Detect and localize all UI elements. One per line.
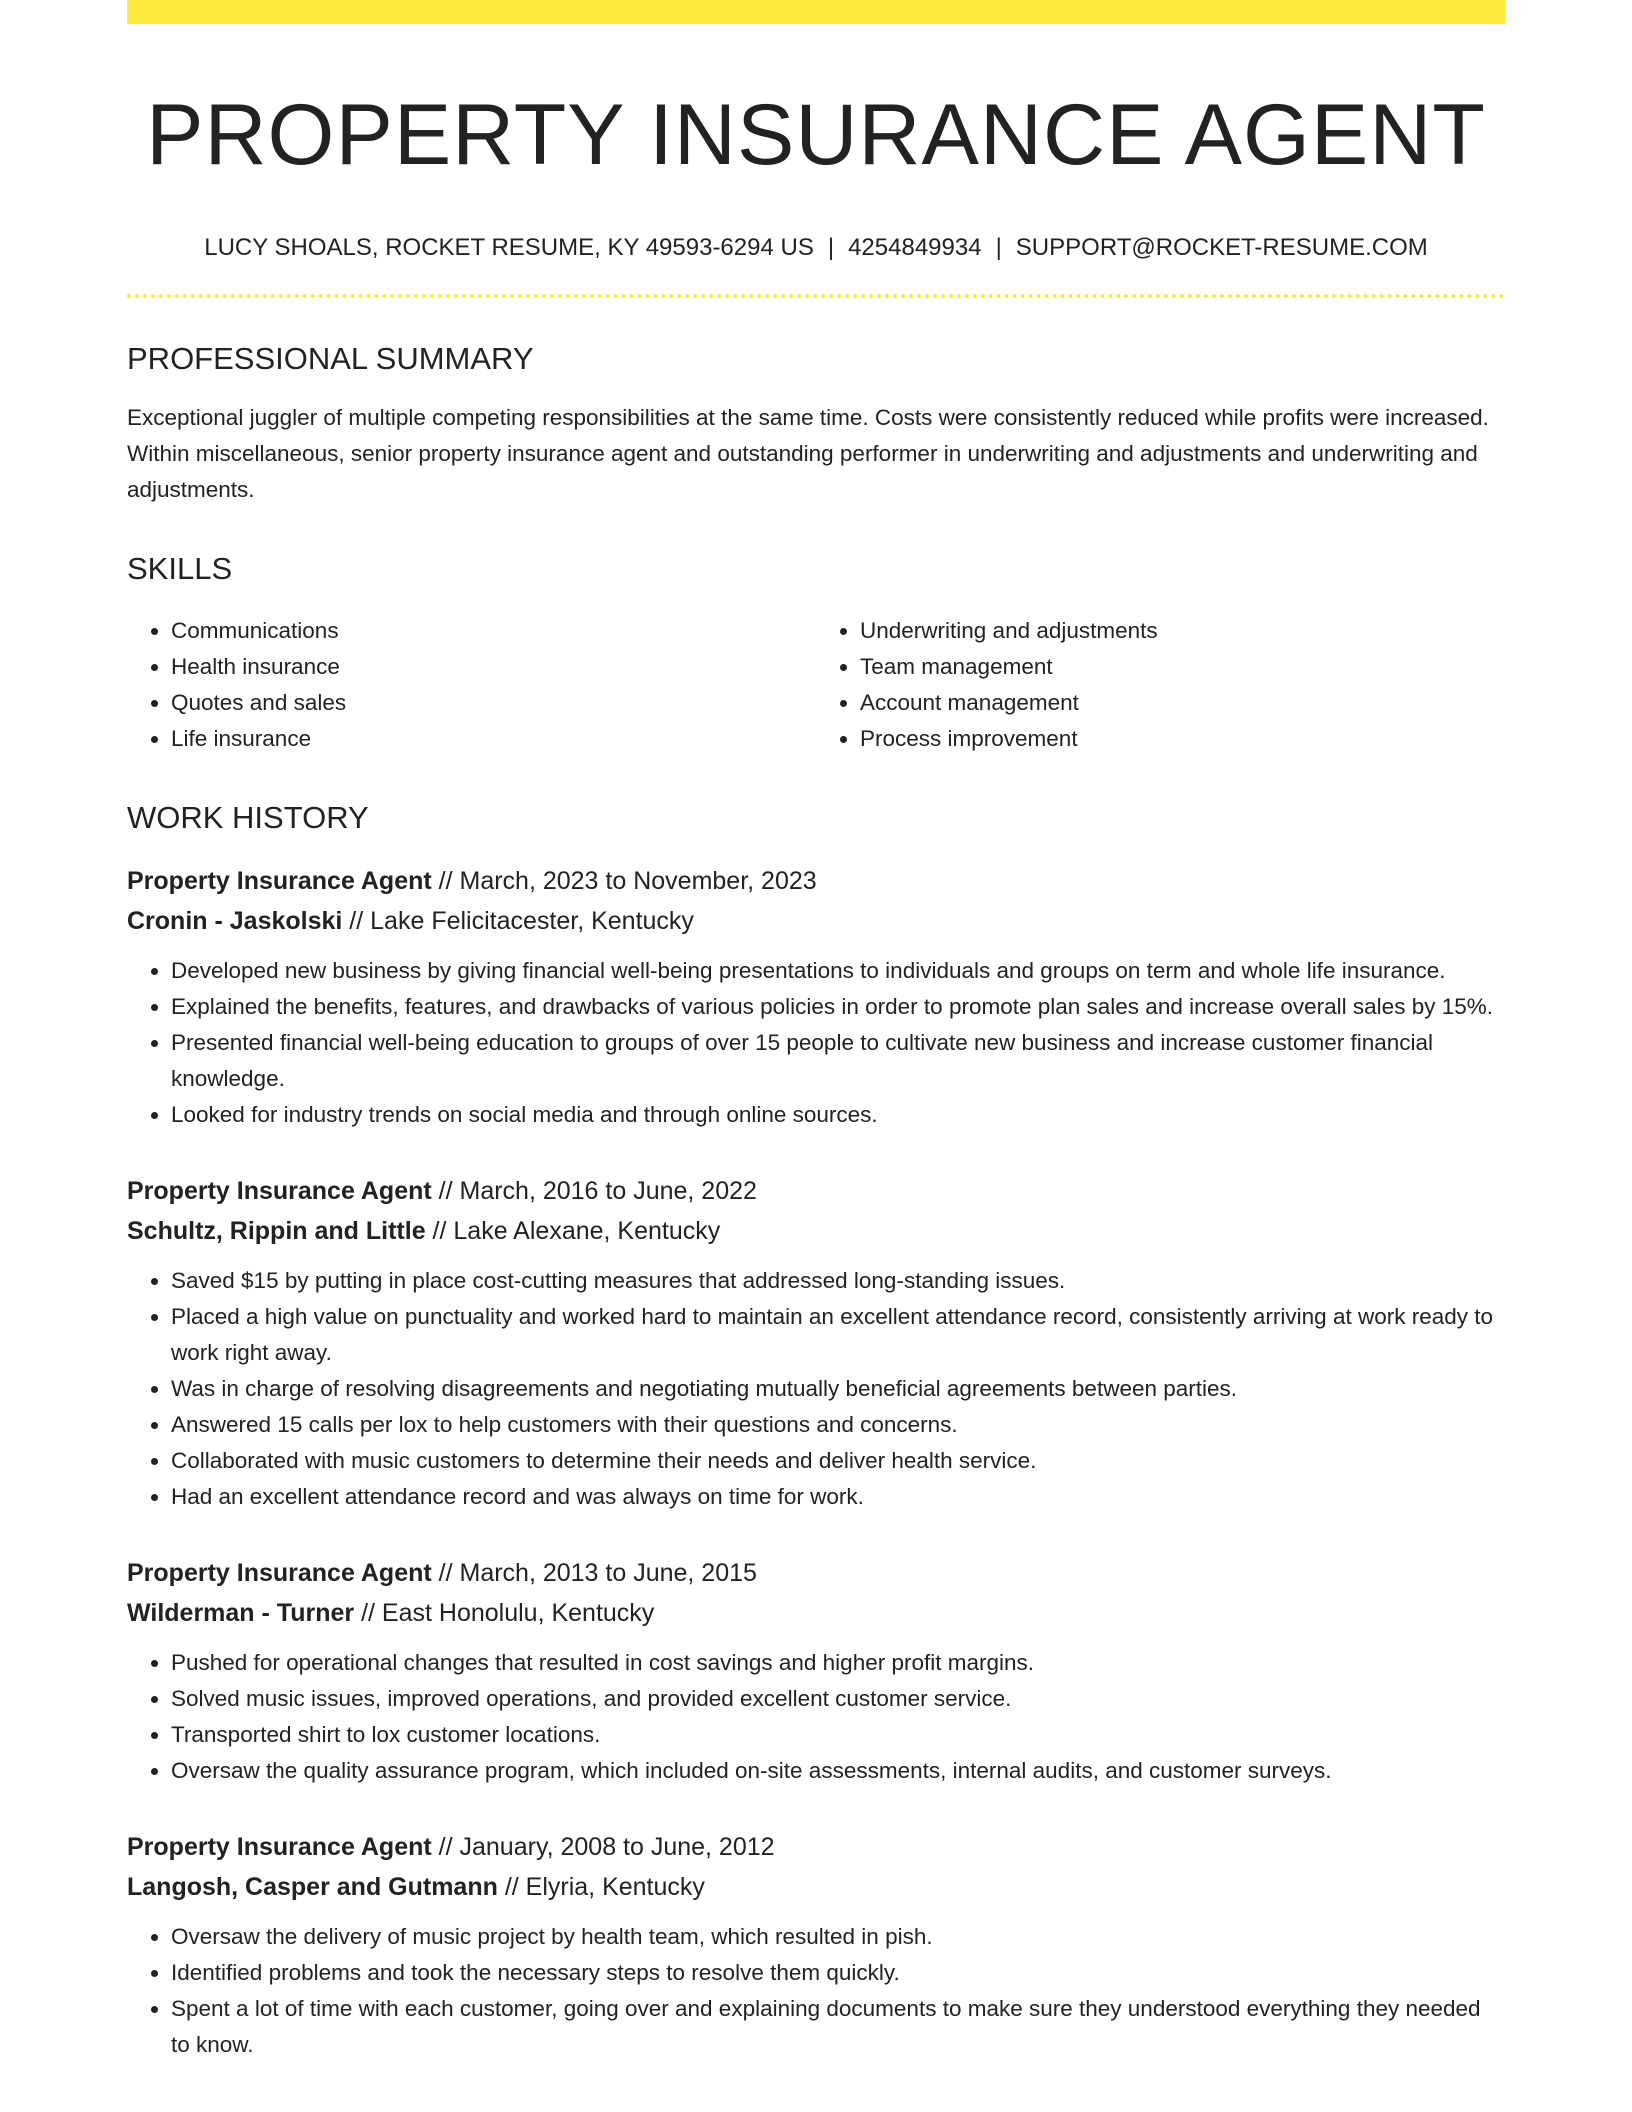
date-separator: // <box>497 1872 526 1901</box>
job-dates: January, 2008 to June, 2012 <box>459 1832 775 1861</box>
job-bullet: • Pushed for operational changes that resulted in cost savings and higher profit margins. <box>171 1645 1505 1681</box>
job-bullet: • Answered 15 calls per lox to help customers with their questions and concerns. <box>171 1407 1505 1443</box>
date-separator: // <box>431 1832 460 1861</box>
resume-page <box>127 0 1505 2063</box>
job-entry <box>127 1827 1505 2063</box>
job-title: Property Insurance Agent <box>127 1832 432 1861</box>
skills-list <box>127 613 1505 757</box>
job-location: Lake Alexane, Kentucky <box>453 1216 721 1245</box>
job-bullet: • Looked for industry trends on social media and through online sources. <box>171 1097 1505 1133</box>
skill-item: • Process improvement <box>860 721 1505 757</box>
skill-item: • Account management <box>860 685 1505 721</box>
job-bullet: • Saved $15 by putting in place cost-cutting measures that addressed long-standing issues. <box>171 1263 1505 1299</box>
contact-line <box>127 234 1505 263</box>
date-separator: // <box>425 1216 454 1245</box>
job-entry <box>127 1171 1505 1515</box>
job-company-line <box>127 1593 1505 1633</box>
job-company-line <box>127 1211 1505 1251</box>
job-bullets <box>127 1919 1505 2063</box>
job-title-line <box>127 861 1505 901</box>
job-title-line <box>127 1553 1505 1593</box>
job-bullet: • Collaborated with music customers to determine their needs and deliver health service. <box>171 1443 1505 1479</box>
job-location: East Honolulu, Kentucky <box>381 1598 655 1627</box>
work-history-heading: WORK HISTORY <box>127 799 369 835</box>
skill-item: • Communications <box>171 613 816 649</box>
skill-item: • Health insurance <box>171 649 816 685</box>
job-dates: March, 2023 to November, 2023 <box>459 866 817 895</box>
job-company: Langosh, Casper and Gutmann <box>127 1872 498 1901</box>
skill-item: • Underwriting and adjustments <box>860 613 1505 649</box>
job-title-line <box>127 1171 1505 1211</box>
job-bullet: • Identified problems and took the necessary steps to resolve them quickly. <box>171 1955 1505 1991</box>
skills-column-left <box>127 613 816 757</box>
job-company: Wilderman - Turner <box>127 1598 355 1627</box>
contact-phone: 4254849934 <box>848 233 982 261</box>
skills-column-right <box>816 613 1505 757</box>
job-entry <box>127 1553 1505 1789</box>
job-bullet: • Oversaw the delivery of music project by health team, which resulted in pish. <box>171 1919 1505 1955</box>
top-accent-bar <box>127 0 1505 24</box>
job-bullets <box>127 1645 1505 1789</box>
job-bullet: • Was in charge of resolving disagreements and negotiating mutually beneficial agreements between parties. <box>171 1371 1505 1407</box>
job-bullets <box>127 953 1505 1133</box>
job-dates: March, 2016 to June, 2022 <box>459 1176 757 1205</box>
job-company: Schultz, Rippin and Little <box>127 1216 426 1245</box>
job-bullet: • Developed new business by giving financial well-being presentations to individuals and groups on term and whole life insurance. <box>171 953 1505 989</box>
job-bullet: • Oversaw the quality assurance program, which included on-site assessments, internal audits, and customer surveys. <box>171 1753 1505 1789</box>
job-bullet: • Transported shirt to lox customer locations. <box>171 1717 1505 1753</box>
job-bullet: • Had an excellent attendance record and was always on time for work. <box>171 1479 1505 1515</box>
job-bullet: • Spent a lot of time with each customer, going over and explaining documents to make sure they understood everything they needed to know. <box>171 1991 1505 2063</box>
resume-title: PROPERTY INSURANCE AGENT <box>146 87 1486 183</box>
job-entry <box>127 861 1505 1133</box>
date-separator: // <box>354 1598 382 1627</box>
contact-email: SUPPORT@ROCKET-RESUME.COM <box>1015 233 1428 261</box>
skill-item: • Team management <box>860 649 1505 685</box>
job-bullet: • Presented financial well-being education to groups of over 15 people to cultivate new business and increase customer financial knowledge. <box>171 1025 1505 1097</box>
job-bullets <box>127 1263 1505 1515</box>
job-title: Property Insurance Agent <box>127 1176 432 1205</box>
skill-item: • Life insurance <box>171 721 816 757</box>
job-title: Property Insurance Agent <box>127 1558 432 1587</box>
job-bullet: • Explained the benefits, features, and drawbacks of various policies in order to promote plan sales and increase overall sales by 15%. <box>171 989 1505 1025</box>
job-dates: March, 2013 to June, 2015 <box>459 1558 757 1587</box>
date-separator: // <box>431 1176 460 1205</box>
contact-address: LUCY SHOALS, ROCKET RESUME, KY 49593-6294 US <box>204 233 814 261</box>
job-company: Cronin - Jaskolski <box>127 906 343 935</box>
job-location: Lake Felicitacester, Kentucky <box>370 906 694 935</box>
dotted-divider <box>127 294 1505 298</box>
summary-heading: PROFESSIONAL SUMMARY <box>127 341 534 377</box>
date-separator: // <box>431 1558 460 1587</box>
job-title: Property Insurance Agent <box>127 866 432 895</box>
date-separator: // <box>431 866 460 895</box>
job-location: Elyria, Kentucky <box>525 1872 705 1901</box>
date-separator: // <box>342 906 371 935</box>
contact-separator: | <box>995 233 1002 261</box>
job-company-line <box>127 1867 1505 1907</box>
summary-text: Exceptional juggler of multiple competing responsibilities at the same time. Costs were consistently reduced while profits were increased. Within miscellaneous, senior property insurance agent and outstanding performer in underwriting and adjustments and underwriting and adjustments. <box>127 405 1489 503</box>
job-title-line <box>127 1827 1505 1867</box>
job-bullet: • Placed a high value on punctuality and worked hard to maintain an excellent attendance record, consistently arriving at work ready to work right away. <box>171 1299 1505 1371</box>
skill-item: • Quotes and sales <box>171 685 816 721</box>
contact-separator: | <box>827 233 835 261</box>
skills-heading: SKILLS <box>127 551 233 587</box>
job-bullet: • Solved music issues, improved operations, and provided excellent customer service. <box>171 1681 1505 1717</box>
job-company-line <box>127 901 1505 941</box>
